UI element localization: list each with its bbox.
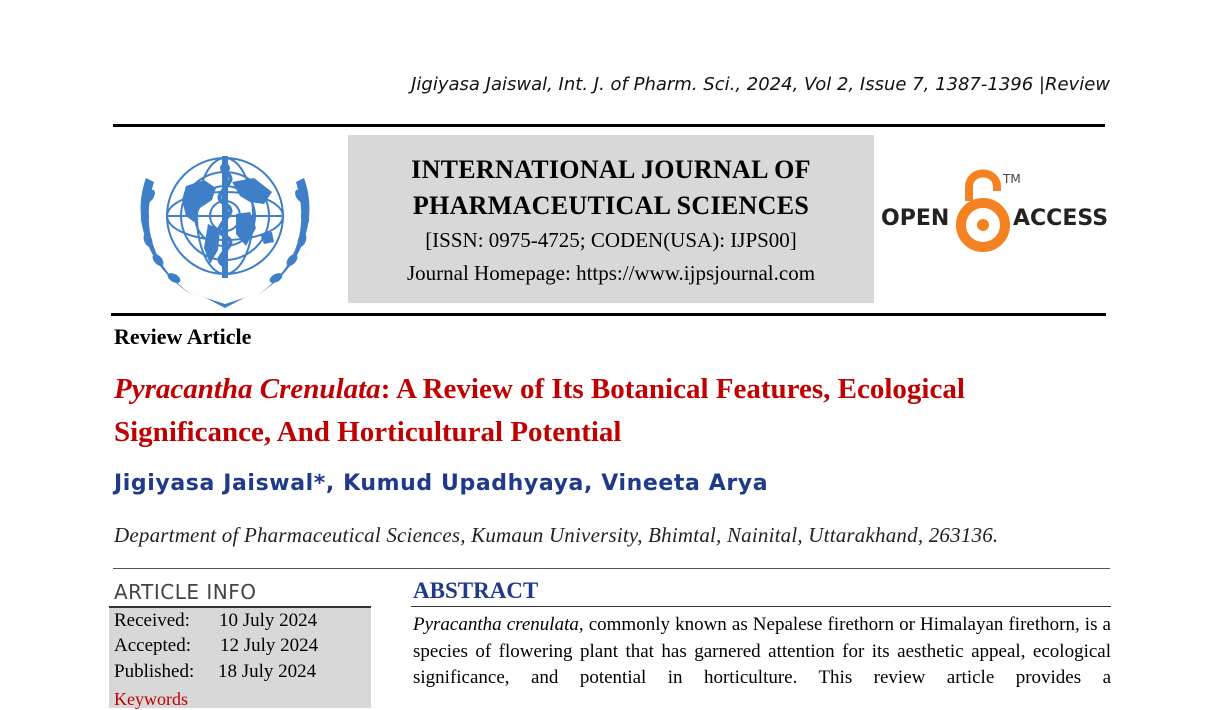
- open-access-access-text: ACCESS: [1013, 206, 1109, 231]
- journal-name-line2: PHARMACEUTICAL SCIENCES: [412, 191, 810, 220]
- accepted-date: 12 July 2024: [220, 635, 319, 656]
- article-title-rest: : A Review of Its Botanical Features, Ecological Significance, And Horticultural Potential: [114, 373, 965, 448]
- header-rule-bottom: [111, 313, 1106, 316]
- running-header-citation: Jigiyasa Jaiswal, Int. J. of Pharm. Sci., 2024, Vol 2, Issue 7, 1387-1396 |Review: [411, 74, 1110, 95]
- affiliation-rule: [113, 568, 1110, 569]
- keywords-label: Keywords: [114, 689, 188, 709]
- abstract-body: [413, 612, 1111, 692]
- journal-homepage: Journal Homepage: https://www.ijpsjournal.com: [406, 261, 816, 285]
- open-padlock-icon: [961, 174, 1005, 248]
- open-access-open-text: OPEN: [881, 206, 950, 231]
- published-date: 18 July 2024: [218, 661, 317, 682]
- article-title: [114, 368, 1104, 454]
- accepted-label: Accepted:: [114, 635, 192, 656]
- received-date: 10 July 2024: [219, 610, 318, 631]
- published-row: [114, 661, 317, 683]
- open-access-tm: TM: [1003, 172, 1021, 186]
- article-title-species: Pyracantha Crenulata: [114, 373, 381, 405]
- article-authors: Jigiyasa Jaiswal*, Kumud Upadhyaya, Vineeta Arya: [114, 471, 769, 496]
- journal-emblem-logo: [124, 138, 327, 308]
- abstract-rule: [411, 606, 1111, 607]
- article-type: Review Article: [114, 324, 252, 349]
- published-label: Published:: [114, 661, 195, 682]
- article-info-heading: ARTICLE INFO: [114, 580, 257, 604]
- received-row: [114, 610, 318, 632]
- abstract-heading: ABSTRACT: [413, 578, 539, 603]
- journal-name-line1: INTERNATIONAL JOURNAL OF: [411, 155, 811, 184]
- abstract-species-name: Pyracantha crenulata: [413, 614, 579, 635]
- abstract-text: , commonly known as Nepalese firethorn or Himalayan firethorn, is a species of flowering plant that has garnered attention for its aesthetic appeal, ecological significance, and potential in horticulture. This review article provides a: [413, 614, 1111, 688]
- journal-issn: [ISSN: 0975-4725; CODEN(USA): IJPS00]: [425, 228, 797, 252]
- open-access-logo: [879, 165, 1111, 255]
- author-affiliation: Department of Pharmaceutical Sciences, Kumaun University, Bhimtal, Nainital, Uttarakhand, 263136.: [114, 523, 999, 547]
- journal-masthead: [348, 135, 874, 303]
- article-info-panel: [109, 608, 371, 708]
- header-rule-top: [113, 124, 1105, 127]
- accepted-row: [114, 635, 319, 657]
- received-label: Received:: [114, 610, 190, 631]
